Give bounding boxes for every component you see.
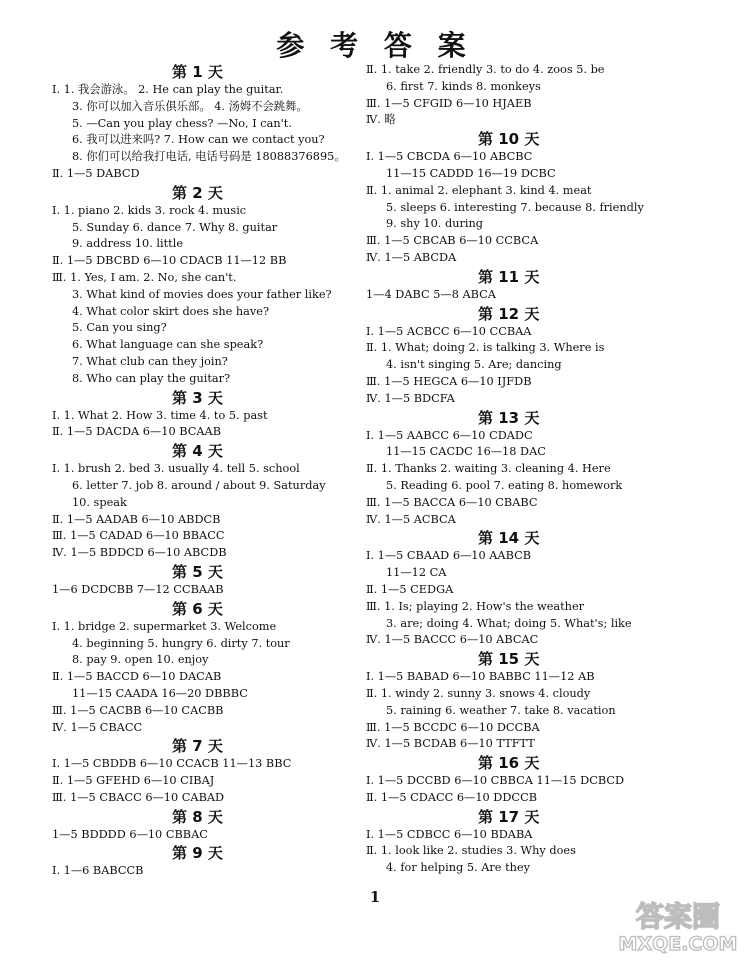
day-heading: 第 2 天 <box>172 183 223 202</box>
answer-line: 11—12 CA <box>386 566 447 580</box>
answer-line: 6. What language can she speak? <box>72 338 264 352</box>
answer-line: 4. isn't singing 5. Are; dancing <box>386 358 562 372</box>
answer-line: Ⅱ. 1—5 GFEHD 6—10 CIBAJ <box>52 774 215 788</box>
answer-line: Ⅲ. 1—5 CBCAB 6—10 CCBCA <box>366 234 539 248</box>
day-heading: 第 6 天 <box>172 599 223 618</box>
answer-line: Ⅱ. 1—5 DABCD <box>52 166 140 180</box>
answer-line: Ⅲ. 1—5 HEGCA 6—10 IJFDB <box>366 374 532 388</box>
answer-line: Ⅲ. 1—5 BACCA 6—10 CBABC <box>366 495 538 509</box>
answer-line: 1—4 DABC 5—8 ABCA <box>366 287 496 301</box>
day-heading: 第 7 天 <box>172 737 223 756</box>
answer-line: Ⅰ. 1—5 CBDDB 6—10 CCACB 11—13 BBC <box>52 757 292 771</box>
day-heading: 第 13 天 <box>478 408 540 427</box>
day-heading: 第 5 天 <box>172 562 223 581</box>
answer-line: Ⅰ. 1. piano 2. kids 3. rock 4. music <box>52 203 247 217</box>
answer-line: Ⅲ. 1—5 CBACC 6—10 CABAD <box>52 790 225 804</box>
answer-line: 5. sleeps 6. interesting 7. because 8. friendly <box>386 200 644 214</box>
day-heading: 第 1 天 <box>172 63 223 81</box>
day-heading: 第 3 天 <box>172 388 223 407</box>
answer-line: 3. are; doing 4. What; doing 5. What's; like <box>386 616 632 630</box>
answer-line: Ⅰ. 1. 我会游泳。 2. He can play the guitar. <box>52 83 284 96</box>
day-heading: 第 8 天 <box>172 807 223 826</box>
page-number: 1 <box>369 888 381 906</box>
answer-line: Ⅱ. 1. Thanks 2. waiting 3. cleaning 4. Here <box>366 462 611 476</box>
answer-line: Ⅰ. 1—5 CDBCC 6—10 BDABA <box>366 827 533 841</box>
day-heading: 第 11 天 <box>478 267 540 286</box>
answer-line: Ⅳ. 略 <box>366 113 396 127</box>
answer-line: Ⅱ. 1—5 CDACC 6—10 DDCCB <box>366 790 538 804</box>
answer-line: 7. What club can they join? <box>72 354 228 368</box>
answer-line: 6. first 7. kinds 8. monkeys <box>386 79 541 93</box>
right-answer-column <box>366 62 706 877</box>
answer-line: 11—15 CACDC 16—18 DAC <box>386 445 546 459</box>
answer-line: Ⅰ. 1. bridge 2. supermarket 3. Welcome <box>52 619 277 633</box>
day-heading: 第 17 天 <box>478 807 540 826</box>
answer-line: Ⅱ. 1—5 CEDGA <box>366 582 454 596</box>
answer-line: 1—6 DCDCBB 7—12 CCBAAB <box>52 582 224 596</box>
answer-line: Ⅱ. 1. look like 2. studies 3. Why does <box>366 844 576 858</box>
answer-line: 5. Reading 6. pool 7. eating 8. homework <box>386 478 623 492</box>
answer-line: Ⅱ. 1. take 2. friendly 3. to do 4. zoos 5. be <box>366 63 605 76</box>
day-heading: 第 16 天 <box>478 754 540 773</box>
answer-line: Ⅳ. 1—5 ABCDA <box>366 250 457 264</box>
answer-line: Ⅱ. 1. windy 2. sunny 3. snows 4. cloudy <box>366 686 591 700</box>
left-answer-column <box>52 62 372 880</box>
answer-line: Ⅱ. 1—5 DACDA 6—10 BCAAB <box>52 425 222 439</box>
answer-line: 3. 你可以加入音乐俱乐部。 4. 汤姆不会跳舞。 <box>72 99 308 113</box>
answer-line: 8. pay 9. open 10. enjoy <box>72 653 209 667</box>
answer-line: 4. What color skirt does she have? <box>72 304 270 318</box>
answer-line: 10. speak <box>72 495 127 509</box>
answer-line: 4. beginning 5. hungry 6. dirty 7. tour <box>72 636 290 650</box>
answer-line: Ⅲ. 1. Is; playing 2. How's the weather <box>366 599 585 613</box>
day-heading: 第 12 天 <box>478 304 540 323</box>
answer-line: Ⅳ. 1—5 ACBCA <box>366 512 456 526</box>
page-title: 参 考 答 案 <box>276 29 474 62</box>
answer-line: Ⅲ. 1. Yes, I am. 2. No, she can't. <box>52 270 237 284</box>
answer-line: 8. Who can play the guitar? <box>72 371 231 385</box>
answer-line: 6. 我可以进来吗? 7. How can we contact you? <box>72 133 325 147</box>
answer-line: Ⅰ. 1. brush 2. bed 3. usually 4. tell 5. school <box>52 462 300 476</box>
answer-line: Ⅰ. 1—5 DCCBD 6—10 CBBCA 11—15 DCBCD <box>366 774 625 788</box>
answer-line: Ⅳ. 1—5 BDDCD 6—10 ABCDB <box>52 546 227 560</box>
day-heading: 第 9 天 <box>172 844 223 863</box>
answer-line: Ⅱ. 1—5 DBCBD 6—10 CDACB 11—12 BB <box>52 254 287 268</box>
answer-line: 1—5 BDDDD 6—10 CBBAC <box>52 827 208 841</box>
answer-line: 9. address 10. little <box>72 237 183 251</box>
answer-line: 11—15 CAADA 16—20 DBBBC <box>72 686 248 700</box>
answer-line: 9. shy 10. during <box>386 217 483 231</box>
answer-line: Ⅱ. 1—5 AADAB 6—10 ABDCB <box>52 512 221 526</box>
answer-line: 6. letter 7. job 8. around / about 9. Saturday <box>72 478 326 492</box>
answer-line: Ⅰ. 1—6 BABCCB <box>52 864 144 878</box>
day-heading: 第 14 天 <box>478 529 540 548</box>
answer-line: 5. —Can you play chess? —No, I can't. <box>72 116 292 130</box>
day-heading: 第 4 天 <box>172 442 223 461</box>
answer-line: 8. 你们可以给我打电话, 电话号码是 18088376895。 <box>72 150 346 164</box>
answer-line: 11—15 CADDD 16—19 DCBC <box>386 166 556 180</box>
answer-line: Ⅱ. 1. animal 2. elephant 3. kind 4. meat <box>366 183 592 197</box>
answer-line: Ⅲ. 1—5 CACBB 6—10 CACBB <box>52 703 224 717</box>
answer-line: Ⅱ. 1—5 BACCD 6—10 DACAB <box>52 670 222 684</box>
answer-line: Ⅳ. 1—5 BACCC 6—10 ABCAC <box>366 633 539 647</box>
answer-line: Ⅳ. 1—5 BCDAB 6—10 TTFTT <box>366 737 535 751</box>
answer-line: Ⅲ. 1—5 CFGID 6—10 HJAEB <box>366 96 532 110</box>
answer-line: Ⅰ. 1. What 2. How 3. time 4. to 5. past <box>52 408 268 422</box>
answer-line: Ⅰ. 1—5 BABAD 6—10 BABBC 11—12 AB <box>366 670 595 684</box>
answer-line: Ⅰ. 1—5 CBCDA 6—10 ABCBC <box>366 150 533 164</box>
answer-line: 4. for helping 5. Are they <box>386 861 530 875</box>
answer-line: Ⅳ. 1—5 CBACC <box>52 720 143 734</box>
day-heading: 第 10 天 <box>478 130 540 149</box>
answer-line: 3. What kind of movies does your father like? <box>72 287 332 301</box>
answer-line: 5. Can you sing? <box>72 321 167 335</box>
watermark-logo <box>618 894 740 956</box>
answer-line: Ⅲ. 1—5 BCCDC 6—10 DCCBA <box>366 720 540 734</box>
answer-line: Ⅰ. 1—5 AABCC 6—10 CDADC <box>366 428 533 442</box>
answer-line: Ⅳ. 1—5 BDCFA <box>366 391 455 405</box>
day-heading: 第 15 天 <box>478 650 540 669</box>
answer-line: Ⅱ. 1. What; doing 2. is talking 3. Where is <box>366 341 605 355</box>
svg-text:答案圈: 答案圈 <box>635 900 721 933</box>
answer-line: Ⅰ. 1—5 ACBCC 6—10 CCBAA <box>366 324 532 338</box>
answer-line: Ⅲ. 1—5 CADAD 6—10 BBACC <box>52 529 225 543</box>
svg-text:MXQE.COM: MXQE.COM <box>618 933 738 955</box>
answer-line: 5. raining 6. weather 7. take 8. vacation <box>386 703 616 717</box>
answer-line: Ⅰ. 1—5 CBAAD 6—10 AABCB <box>366 549 532 563</box>
answer-line: 5. Sunday 6. dance 7. Why 8. guitar <box>72 220 278 234</box>
